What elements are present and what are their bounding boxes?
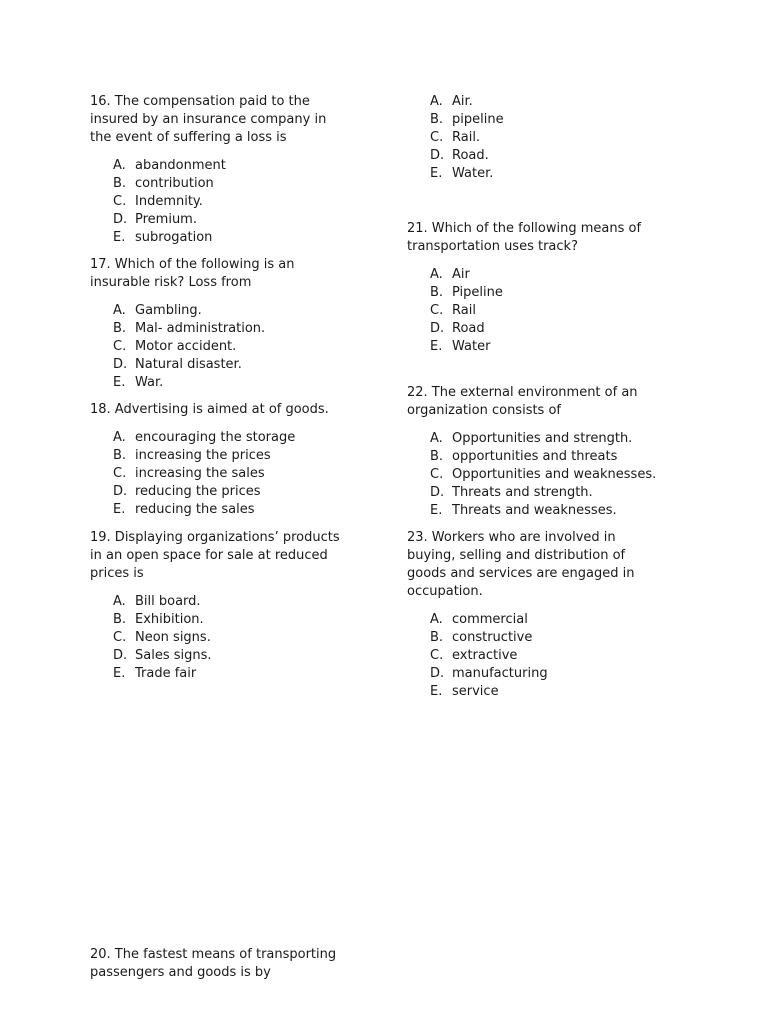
option-a: A. abandonment — [113, 158, 226, 173]
option-e: E. service — [430, 684, 499, 699]
question-line: goods and services are engaged in — [407, 566, 635, 581]
option-e: E. War. — [113, 375, 164, 390]
question-20-options-block — [407, 93, 504, 183]
question-line: 23. Workers who are involved in — [407, 530, 616, 545]
option-d: D. Natural disaster. — [113, 357, 242, 372]
option-a: A. Bill board. — [113, 594, 201, 609]
question-line: 19. Displaying organizations’ products — [90, 530, 340, 545]
question-17-options — [90, 302, 294, 392]
question-20-options — [407, 93, 504, 183]
option-b: B. Pipeline — [430, 285, 503, 300]
option-a: A. commercial — [430, 612, 528, 627]
question-line: insured by an insurance company in — [90, 112, 327, 127]
option-c: C. Motor accident. — [113, 339, 237, 354]
option-e: E. Threats and weaknesses. — [430, 503, 617, 518]
question-19-options — [90, 593, 340, 683]
question-19-text — [90, 529, 340, 583]
question-line: 20. The fastest means of transporting — [90, 947, 337, 962]
question-line: 21. Which of the following means of — [407, 221, 642, 236]
option-b: B. pipeline — [430, 112, 504, 127]
option-c: C. Rail. — [430, 130, 481, 145]
question-20-text — [90, 946, 336, 982]
option-b: B. Exhibition. — [113, 612, 204, 627]
option-b: B. constructive — [430, 630, 533, 645]
question-21 — [407, 220, 641, 356]
question-18 — [90, 401, 329, 519]
option-d: D. manufacturing — [430, 666, 548, 681]
option-b: B. opportunities and threats — [430, 449, 618, 464]
option-b: B. Mal- administration. — [113, 321, 266, 336]
option-d: D. Road — [430, 321, 485, 336]
option-e: E. subrogation — [113, 230, 213, 245]
option-c: C. Rail — [430, 303, 476, 318]
question-line: organization consists of — [407, 403, 561, 418]
question-23-options — [407, 611, 634, 701]
question-line: 18. Advertising is aimed at of goods. — [90, 402, 329, 417]
question-23 — [407, 529, 634, 701]
question-16-options — [90, 157, 326, 247]
option-a: A. Air — [430, 267, 470, 282]
option-d: D. Sales signs. — [113, 648, 212, 663]
option-d: D. Road. — [430, 148, 489, 163]
option-e: E. Water — [430, 339, 491, 354]
option-e: E. reducing the sales — [113, 502, 255, 517]
option-c: C. Opportunities and weaknesses. — [430, 467, 657, 482]
question-21-text — [407, 220, 641, 256]
question-line: occupation. — [407, 584, 483, 599]
question-23-text — [407, 529, 634, 601]
option-b: B. increasing the prices — [113, 448, 271, 463]
option-c: C. extractive — [430, 648, 518, 663]
option-c: C. Neon signs. — [113, 630, 211, 645]
question-20 — [90, 946, 336, 982]
option-d: D. Threats and strength. — [430, 485, 593, 500]
question-line: 22. The external environment of an — [407, 385, 638, 400]
question-22 — [407, 384, 656, 520]
question-16 — [90, 93, 326, 247]
option-c: C. Indemnity. — [113, 194, 203, 209]
question-22-text — [407, 384, 656, 420]
option-c: C. increasing the sales — [113, 466, 265, 481]
question-17 — [90, 256, 294, 392]
question-line: passengers and goods is by — [90, 965, 271, 980]
question-21-options — [407, 266, 641, 356]
option-e: E. Water. — [430, 166, 494, 181]
question-line: buying, selling and distribution of — [407, 548, 626, 563]
option-a: A. encouraging the storage — [113, 430, 296, 445]
question-line: prices is — [90, 566, 144, 581]
question-line: the event of suffering a loss is — [90, 130, 287, 145]
question-line: transportation uses track? — [407, 239, 578, 254]
option-d: D. Premium. — [113, 212, 197, 227]
question-22-options — [407, 430, 656, 520]
question-18-options — [90, 429, 329, 519]
question-line: 16. The compensation paid to the — [90, 94, 310, 109]
question-19 — [90, 529, 340, 683]
question-16-text — [90, 93, 326, 147]
question-17-text — [90, 256, 294, 292]
question-line: in an open space for sale at reduced — [90, 548, 328, 563]
option-b: B. contribution — [113, 176, 214, 191]
option-e: E. Trade fair — [113, 666, 197, 681]
question-line: 17. Which of the following is an — [90, 257, 295, 272]
option-d: D. reducing the prices — [113, 484, 261, 499]
question-line: insurable risk? Loss from — [90, 275, 252, 290]
question-18-text — [90, 401, 329, 419]
option-a: A. Gambling. — [113, 303, 202, 318]
option-a: A. Opportunities and strength. — [430, 431, 633, 446]
option-a: A. Air. — [430, 94, 473, 109]
